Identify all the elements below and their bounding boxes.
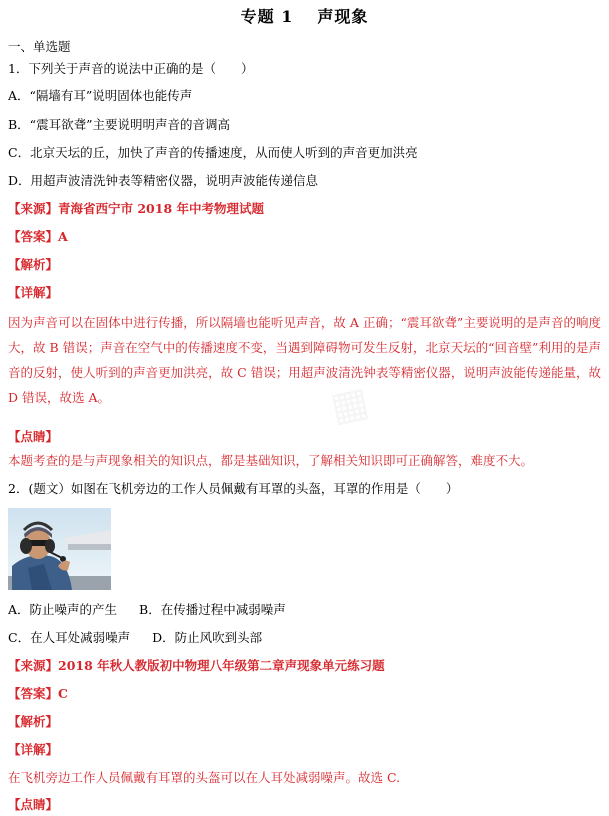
q1-comment-text: 本题考查的是与声现象相关的知识点，都是基础知识，了解相关知识即可正确解答，难度不大。	[8, 453, 534, 468]
q2-source: 【来源】2018 年秋人教版初中物理八年级第二章声现象单元练习题	[8, 658, 385, 673]
pilot-photo	[8, 508, 111, 590]
q2-options-row1	[8, 601, 286, 619]
q2-detail-label: 【详解】	[8, 742, 59, 757]
q1-stem: 1．下列关于声音的说法中正确的是（ ）	[8, 61, 254, 76]
title-topic-number: 专题 1	[240, 7, 294, 26]
q2-stem: 2．(题文）如图在飞机旁边的工作人员佩戴有耳罩的头盔，耳罩的作用是（ ）	[8, 481, 459, 496]
title-topic-name: 声现象	[317, 7, 369, 26]
q2-option-a: A．防止噪声的产生	[8, 602, 118, 617]
q2-option-c: C．在人耳处减弱噪声	[8, 630, 131, 645]
q1-detail-text: 因为声音可以在固体中进行传播，所以隔墙也能听见声音，故 A 正确；“震耳欲聋”主要说明的是声音的响度大，故 B 错误；声音在空气中的传播速度不变，当遇到障碍物可发生反射，北京天坛的“回音壁”利用的是声音的反射，使人听到的声音更加洪亮，故 C 错误；用超声波清洗钟表等精密仪器，说明声波能传递能量，故 D 错误，故选 A。	[8, 315, 601, 405]
q1-option-c: C．北京天坛的丘，加快了声音的传播速度，从而使人听到的声音更加洪亮	[8, 145, 418, 160]
section-heading: 一、单选题	[8, 39, 71, 54]
q2-answer: 【答案】C	[8, 686, 68, 701]
q1-detail-label: 【详解】	[8, 285, 59, 300]
watermark-graphic: ▦	[326, 377, 373, 431]
q2-options-row2	[8, 629, 262, 647]
q1-comment-label: 【点睛】	[8, 429, 59, 444]
q2-option-b: B．在传播过程中减弱噪声	[139, 602, 286, 617]
q1-analysis-label: 【解析】	[8, 257, 59, 272]
page-title	[0, 4, 609, 27]
q2-detail-text: 在飞机旁边工作人员佩戴有耳罩的头盔可以在人耳处减弱噪声。故选 C.	[8, 770, 401, 785]
q1-option-b: B．“震耳欲聋”主要说明明声音的音调高	[8, 117, 230, 132]
q2-analysis-label: 【解析】	[8, 714, 59, 729]
q2-option-d: D．防止风吹到头部	[152, 630, 263, 645]
q1-answer: 【答案】A	[8, 229, 68, 244]
q2-comment-label: 【点睛】	[8, 797, 59, 812]
q1-option-a: A．“隔墙有耳”说明固体也能传声	[8, 88, 193, 103]
q1-source: 【来源】青海省西宁市 2018 年中考物理试题	[8, 201, 264, 216]
q1-option-d: D．用超声波清洗钟表等精密仪器，说明声波能传递信息	[8, 173, 319, 188]
